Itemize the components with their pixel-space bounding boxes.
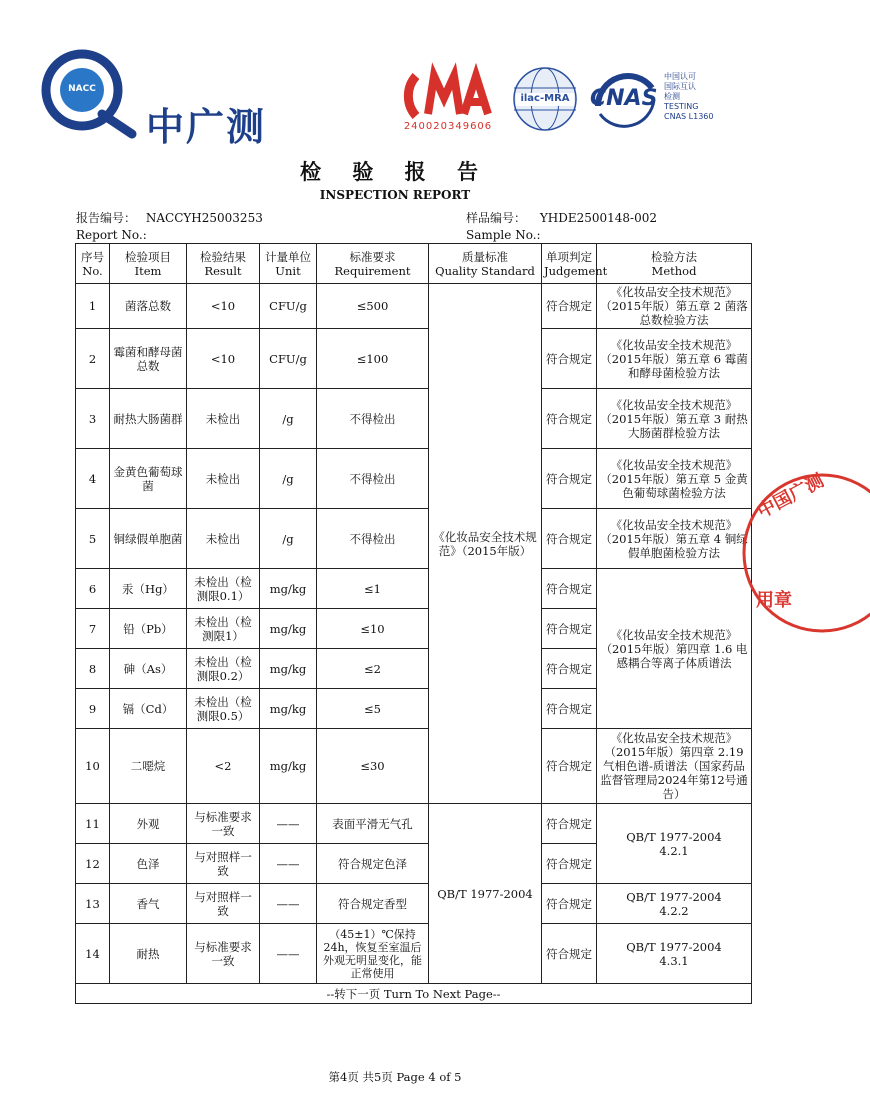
cnas-side-line: CNAS L1360	[664, 112, 714, 121]
seal-text-bottom: 用章	[756, 590, 792, 611]
cnas-side-line: 中国认可	[664, 72, 696, 81]
cell-requirement: （45±1）℃保持24h，恢复至室温后外观无明显变化，能正常使用	[317, 924, 429, 984]
cell-unit: CFU/g	[260, 329, 317, 389]
cell-judgement: 符合规定	[542, 884, 597, 924]
ilac-mra-mark	[512, 66, 578, 132]
cell-judgement: 符合规定	[542, 569, 597, 609]
cell-no: 5	[76, 509, 110, 569]
cell-result: <10	[187, 329, 260, 389]
cell-result: 与标准要求一致	[187, 804, 260, 844]
cell-result: 未检出（检测限0.5）	[187, 689, 260, 729]
cell-judgement: 符合规定	[542, 649, 597, 689]
table-row	[76, 804, 752, 844]
cell-requirement: 不得检出	[317, 509, 429, 569]
cell-result: <10	[187, 284, 260, 329]
cell-item: 耐热大肠菌群	[110, 389, 187, 449]
cell-item: 砷（As）	[110, 649, 187, 689]
cell-no: 13	[76, 884, 110, 924]
cnas-mark	[590, 70, 770, 130]
cell-no: 10	[76, 729, 110, 804]
cell-judgement: 符合规定	[542, 729, 597, 804]
table-header-row	[76, 244, 752, 284]
cell-requirement: ≤30	[317, 729, 429, 804]
cell-unit: mg/kg	[260, 689, 317, 729]
cell-no: 12	[76, 844, 110, 884]
cell-method: 《化妆品安全技术规范》（2015年版）第四章 1.6 电感耦合等离子体质谱法	[597, 569, 752, 729]
sample-no-label	[466, 209, 657, 226]
header-requirement: 标准要求 Requirement	[317, 244, 429, 284]
cell-method: QB/T 1977-2004 4.2.2	[597, 884, 752, 924]
cell-requirement: 表面平滑无气孔	[317, 804, 429, 844]
cell-item: 镉（Cd）	[110, 689, 187, 729]
cnas-text: CNAS	[590, 86, 658, 111]
sample-no-label-cn: 样品编号：	[466, 211, 527, 225]
cell-unit: ——	[260, 924, 317, 984]
cell-judgement: 符合规定	[542, 844, 597, 884]
cell-no: 8	[76, 649, 110, 689]
cell-item: 二噁烷	[110, 729, 187, 804]
cell-result: 与对照样一致	[187, 884, 260, 924]
report-title-cn: 检 验 报 告	[300, 159, 490, 184]
page-number: 第4页 共5页 Page 4 of 5	[328, 1070, 462, 1084]
header-result: 检验结果 Result	[187, 244, 260, 284]
cell-unit: CFU/g	[260, 284, 317, 329]
cell-unit: mg/kg	[260, 609, 317, 649]
header-method: 检验方法 Method	[597, 244, 752, 284]
cell-unit: mg/kg	[260, 729, 317, 804]
cell-result: 与标准要求一致	[187, 924, 260, 984]
cell-method: 《化妆品安全技术规范》（2015年版）第四章 2.19 气相色谱-质谱法（国家药品监督管理局2024年第12号通告）	[597, 729, 752, 804]
cell-item: 色泽	[110, 844, 187, 884]
cell-item: 铅（Pb）	[110, 609, 187, 649]
cell-judgement: 符合规定	[542, 924, 597, 984]
cell-judgement: 符合规定	[542, 284, 597, 329]
cell-item: 铜绿假单胞菌	[110, 509, 187, 569]
cell-judgement: 符合规定	[542, 509, 597, 569]
cell-requirement: 符合规定香型	[317, 884, 429, 924]
cell-requirement: 符合规定色泽	[317, 844, 429, 884]
table-row	[76, 884, 752, 924]
ilac-text: ilac-MRA	[520, 93, 570, 104]
cell-method: 《化妆品安全技术规范》（2015年版）第五章 3 耐热大肠菌群检验方法	[597, 389, 752, 449]
cell-judgement: 符合规定	[542, 449, 597, 509]
table-row	[76, 329, 752, 389]
continue-note: --转下一页 Turn To Next Page--	[76, 984, 752, 1004]
cell-requirement: 不得检出	[317, 449, 429, 509]
cell-result: 未检出	[187, 389, 260, 449]
cell-result: 未检出（检测限1）	[187, 609, 260, 649]
cnas-side-line: TESTING	[664, 102, 699, 111]
cell-item: 霉菌和酵母菌总数	[110, 329, 187, 389]
cell-unit: /g	[260, 509, 317, 569]
cell-method: QB/T 1977-2004 4.2.1	[597, 804, 752, 884]
cnas-side-line: 国际互认	[664, 82, 696, 91]
cell-no: 4	[76, 449, 110, 509]
inspection-table	[75, 243, 752, 1004]
table-row	[76, 729, 752, 804]
table-row	[76, 569, 752, 609]
cell-no: 1	[76, 284, 110, 329]
table-row	[76, 449, 752, 509]
cell-result: 未检出	[187, 449, 260, 509]
cma-number: 240020349606	[403, 121, 493, 132]
sample-no-value: YHDE2500148-002	[539, 211, 658, 225]
cell-item: 菌落总数	[110, 284, 187, 329]
cell-no: 3	[76, 389, 110, 449]
cell-unit: /g	[260, 449, 317, 509]
cell-result: 未检出（检测限0.2）	[187, 649, 260, 689]
cell-requirement: 不得检出	[317, 389, 429, 449]
cell-unit: ——	[260, 844, 317, 884]
cell-item: 香气	[110, 884, 187, 924]
cell-quality-standard: QB/T 1977-2004	[429, 804, 542, 984]
cell-unit: mg/kg	[260, 569, 317, 609]
header-judgement: 单项判定 Judgement	[542, 244, 597, 284]
report-no-value: NACCYH25003253	[145, 211, 263, 225]
table-row	[76, 284, 752, 329]
header-quality-standard: 质量标准 Quality Standard	[429, 244, 542, 284]
cell-judgement: 符合规定	[542, 609, 597, 649]
cell-requirement: ≤100	[317, 329, 429, 389]
cell-result: 未检出（检测限0.1）	[187, 569, 260, 609]
cell-no: 6	[76, 569, 110, 609]
cell-result: 未检出	[187, 509, 260, 569]
cell-requirement: ≤1	[317, 569, 429, 609]
cell-no: 11	[76, 804, 110, 844]
cell-unit: mg/kg	[260, 649, 317, 689]
cell-judgement: 符合规定	[542, 329, 597, 389]
cell-method: 《化妆品安全技术规范》（2015年版）第五章 6 霉菌和酵母菌检验方法	[597, 329, 752, 389]
cell-item: 金黄色葡萄球菌	[110, 449, 187, 509]
company-name: 中广测	[146, 105, 267, 149]
nacc-logo	[40, 48, 290, 149]
cell-no: 7	[76, 609, 110, 649]
cell-unit: ——	[260, 804, 317, 844]
cell-judgement: 符合规定	[542, 804, 597, 844]
header-unit: 计量单位 Unit	[260, 244, 317, 284]
table-row	[76, 389, 752, 449]
cma-icon	[398, 68, 498, 120]
report-no-label-cn: 报告编号：	[76, 211, 137, 225]
cell-no: 2	[76, 329, 110, 389]
seal-text: 中国广测	[753, 470, 828, 523]
cell-judgement: 符合规定	[542, 689, 597, 729]
cell-unit: ——	[260, 884, 317, 924]
cell-requirement: ≤2	[317, 649, 429, 689]
cell-quality-standard: 《化妆品安全技术规范》（2015年版）	[429, 284, 542, 804]
header-no: 序号 No.	[76, 244, 110, 284]
cell-result: <2	[187, 729, 260, 804]
cell-method: QB/T 1977-2004 4.3.1	[597, 924, 752, 984]
sample-no-label-en: Sample No.:	[466, 228, 541, 242]
report-no-label-en: Report No.:	[76, 228, 147, 242]
table-row	[76, 509, 752, 569]
cell-result: 与对照样一致	[187, 844, 260, 884]
cell-requirement: ≤500	[317, 284, 429, 329]
cell-requirement: ≤10	[317, 609, 429, 649]
cell-method: 《化妆品安全技术规范》（2015年版）第五章 4 铜绿假单胞菌检验方法	[597, 509, 752, 569]
nacc-badge: NACC	[68, 84, 96, 94]
report-no-label	[76, 209, 263, 226]
official-seal	[740, 468, 828, 638]
cnas-side-line: 检测	[664, 92, 680, 101]
cell-no: 9	[76, 689, 110, 729]
cell-item: 耐热	[110, 924, 187, 984]
cma-mark	[398, 68, 498, 134]
table-footer-row	[76, 984, 752, 1004]
cell-unit: /g	[260, 389, 317, 449]
table-row	[76, 924, 752, 984]
cell-judgement: 符合规定	[542, 389, 597, 449]
cell-method: 《化妆品安全技术规范》（2015年版）第五章 2 菌落总数检验方法	[597, 284, 752, 329]
cell-no: 14	[76, 924, 110, 984]
report-title-en: INSPECTION REPORT	[319, 188, 471, 202]
cell-item: 外观	[110, 804, 187, 844]
header-item: 检验项目 Item	[110, 244, 187, 284]
cell-method: 《化妆品安全技术规范》（2015年版）第五章 5 金黄色葡萄球菌检验方法	[597, 449, 752, 509]
cell-item: 汞（Hg）	[110, 569, 187, 609]
cell-requirement: ≤5	[317, 689, 429, 729]
cnas-side-text	[664, 72, 713, 122]
